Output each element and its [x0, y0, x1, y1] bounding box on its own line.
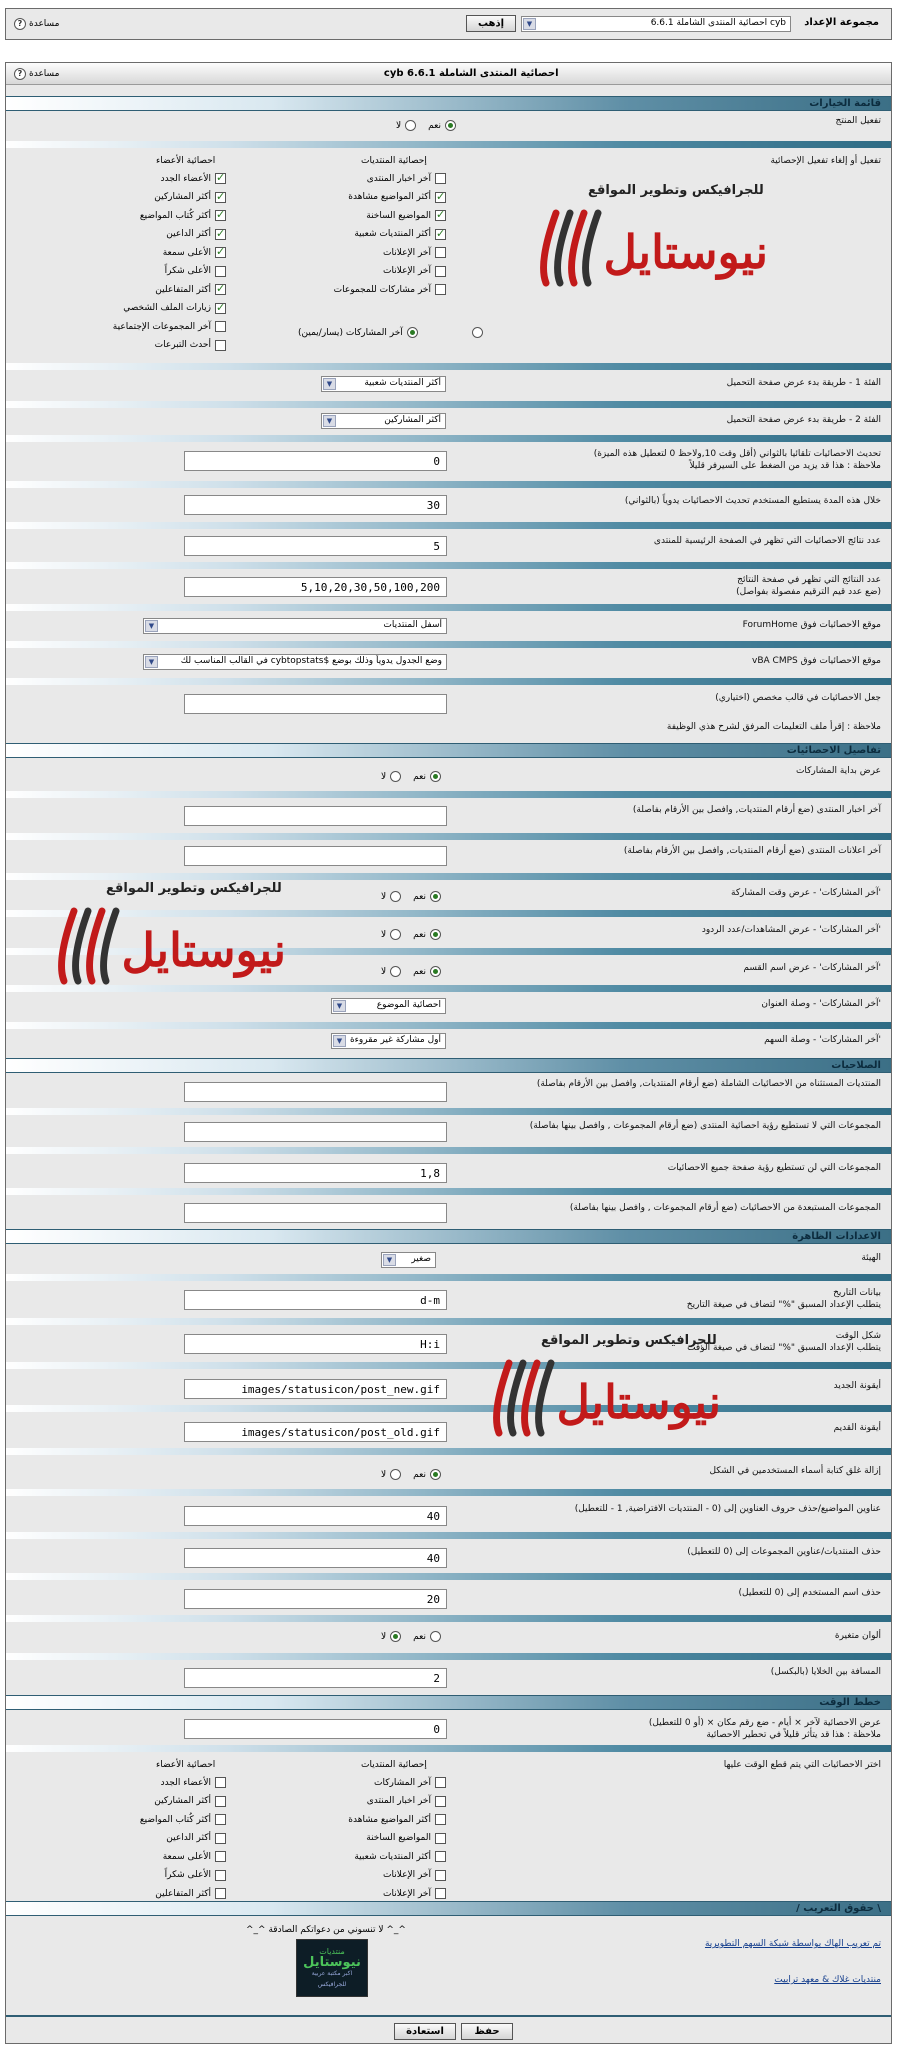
username-len-input[interactable]: 20 — [184, 1589, 447, 1609]
checkbox[interactable] — [215, 1777, 226, 1788]
setting-group-nav — [5, 8, 892, 40]
section-credits: \ حقوق التعريب / — [6, 1901, 891, 1916]
radio-yes-label: نعم — [413, 771, 426, 782]
watermark-brand: نيوستايل — [556, 1375, 721, 1429]
label-forumhome-pos: موقع الاحصائيات فوق ForumHome — [742, 620, 881, 630]
stat-checkbox-item[interactable] — [165, 266, 226, 277]
radio-no-label: لا — [381, 929, 387, 940]
radio-yes-label: نعم — [413, 929, 426, 940]
watermark-tagline: للجرافيكس وتطوير المواقع — [541, 1333, 717, 1348]
stat-checkbox-item[interactable] — [366, 1833, 446, 1844]
label-latest-ads: آخر اعلانات المنتدى (ضع أرقام المنتديات, وافصل بين الأرقام بفاصلة) — [623, 846, 881, 856]
checkbox[interactable] — [215, 1851, 226, 1862]
checkbox[interactable] — [435, 1833, 446, 1844]
refresh-interval-input[interactable]: 30 — [184, 495, 447, 515]
label-time-fmt: شكل الوقت — [835, 1331, 881, 1341]
checkbox[interactable] — [215, 173, 226, 184]
checkbox-label: الأعلى شكراً — [164, 266, 211, 276]
label-new-icon: أيقونة الجديد — [833, 1381, 881, 1391]
separator — [6, 363, 891, 370]
separator — [6, 522, 891, 529]
checkbox-label: المواضيع الساخنة — [366, 1833, 431, 1843]
checkbox-label: آخر الإعلانات — [383, 1888, 431, 1899]
cmps-pos-select[interactable] — [143, 654, 447, 670]
separator — [6, 1362, 891, 1369]
checkbox[interactable] — [215, 1888, 226, 1899]
radio-lp-views-yes[interactable] — [430, 929, 441, 940]
checkbox[interactable] — [215, 1814, 226, 1825]
stat-checkbox-item[interactable] — [367, 173, 446, 184]
radio-lp-time — [381, 891, 441, 902]
checkbox-label: أكثر المنتديات شعبية — [354, 1851, 431, 1862]
label-style: الهيئة — [861, 1253, 881, 1263]
radio-yes-label: نعم — [413, 1469, 426, 1480]
old-icon-input[interactable]: images/statusicon/post_old.gif — [184, 1422, 447, 1442]
checkbox[interactable] — [215, 210, 226, 221]
separator — [6, 1108, 891, 1115]
checkbox[interactable] — [215, 192, 226, 203]
label-results-home: عدد نتائج الاحصائيات التي تظهر في الصفحة الرئيسية للمنتدى — [653, 536, 881, 546]
watermark-brand: نيوستايل — [603, 225, 768, 279]
latest-news-input[interactable] — [184, 806, 447, 826]
results-home-input[interactable]: 5 — [184, 536, 447, 556]
nav-title: مجموعة الإعداد — [804, 17, 879, 28]
checkbox-label: أكثر المواضيع مشاهدة — [348, 1814, 431, 1825]
checkbox-label: أحدث التبرعات — [154, 340, 211, 350]
checkbox-label: أكثر كُتاب المواضيع — [139, 210, 211, 221]
radio-lp-views-no[interactable] — [390, 929, 401, 940]
radio-no-label: لا — [381, 771, 387, 782]
label-time-cut: عرض الاحصائية لآخر × أيام - ضع رقم مكان × (أو 0 للتعطيل) — [648, 1718, 881, 1728]
date-fmt-input[interactable]: d-m — [184, 1290, 447, 1310]
label-results-page-note: (ضع عدد قيم الترقيم مفصولة بفواصل) — [736, 587, 881, 597]
setting-group-value: cyb احصائية المنتدى الشاملة 6.6.1 — [650, 18, 786, 28]
label-enable: تفعيل المنتج — [835, 116, 881, 126]
radio-no-label: لا — [381, 891, 387, 902]
radio-yes-label: نعم — [413, 1631, 426, 1642]
label-time-applied: اختر الاحصائيات التي يتم قطع الوقت عليها — [723, 1760, 881, 1770]
tab1-select[interactable] — [321, 376, 446, 392]
checkbox[interactable] — [215, 340, 226, 351]
checkbox[interactable] — [215, 303, 226, 314]
radio-latest-posts — [298, 327, 483, 338]
checkbox-label: آخر الإعلانات — [383, 1870, 431, 1880]
radio-lp-time-no[interactable] — [390, 891, 401, 902]
stat-checkbox-item[interactable] — [154, 1796, 226, 1807]
checkbox[interactable] — [435, 1796, 446, 1807]
label-custom-tpl-note: ملاحظة : إقرأ ملف التعليمات المرفق لشرح هذي الوظيفة — [666, 722, 881, 732]
section-time: خطط الوقت — [6, 1695, 891, 1710]
credits-by-link[interactable]: تم تعريب الهاك بواسطة شبكة السهم التطويرية — [704, 1939, 881, 1949]
checkbox[interactable] — [215, 321, 226, 332]
stat-checkbox-item[interactable] — [155, 340, 226, 351]
label-refresh: تحديث الاحصائيات تلقائيا بالثواني (أقل وقت 10,ولاحظ 0 لتعطيل هذه الميزة) — [593, 449, 881, 459]
separator — [6, 481, 891, 488]
separator — [6, 1274, 891, 1281]
radio-strip-names-no[interactable] — [390, 1469, 401, 1480]
radio-lp-forum — [381, 966, 441, 977]
checkbox-label: أكثر المتفاعلين — [155, 1888, 211, 1899]
separator — [6, 1573, 891, 1580]
latest-posts-label: آخر المشاركات (يسار/يمين) — [298, 327, 403, 338]
reset-button[interactable]: استعادة — [394, 2023, 456, 2040]
checkbox[interactable] — [435, 210, 446, 221]
radio-yes-label: نعم — [413, 966, 426, 977]
separator — [6, 833, 891, 840]
go-button[interactable]: إذهب — [466, 15, 516, 32]
section-options: قائمة الخيارات — [6, 96, 891, 111]
radio-no-label: لا — [381, 966, 387, 977]
watermark-2 — [36, 881, 306, 1006]
help-label: مساعدة — [29, 68, 60, 79]
setting-group-select[interactable] — [521, 16, 791, 32]
checkbox-label: أكثر المنتديات شعبية — [354, 229, 431, 239]
checkbox[interactable] — [435, 192, 446, 203]
label-custom-tpl: جعل الاحصائيات في قالب مخصص (اختياري) — [715, 693, 881, 703]
checkbox[interactable] — [215, 1870, 226, 1881]
checkbox-label: أكثر المتفاعلين — [155, 284, 211, 295]
lp-arrow-link-select[interactable] — [331, 1033, 446, 1049]
forum-titles-input[interactable]: 40 — [184, 1548, 447, 1568]
label-colors: ألوان متغيرة — [834, 1631, 881, 1641]
label-enable-stats: تفعيل أو إلغاء تفعيل الإحصائية — [770, 156, 881, 166]
checkbox[interactable] — [435, 1851, 446, 1862]
separator — [6, 1147, 891, 1154]
cell-spacing-input[interactable]: 2 — [184, 1668, 447, 1688]
checkbox-label: أكثر كُتاب المواضيع — [139, 1814, 211, 1825]
checkbox[interactable] — [435, 1814, 446, 1825]
checkbox-label: آخر المجموعات الإجتماعية — [112, 321, 211, 332]
section-details: تفاصيل الاحصائيات — [6, 743, 891, 758]
help-link[interactable] — [14, 18, 59, 30]
separator — [6, 1489, 891, 1496]
label-excluded-forums: المنتديات المستثناه من الاحصائيات الشاملة (ضع أرقام المنتديات, وافصل بين الأرقام بفاصلة) — [536, 1079, 881, 1089]
label-time-cut-note: ملاحظة : هذا قد يتأثر قليلاً في تحطير الاحصائية — [706, 1730, 881, 1740]
checkbox-label: آخر الإعلانات — [383, 266, 431, 276]
stat-checkbox-item[interactable] — [374, 1777, 446, 1788]
separator — [6, 791, 891, 798]
refresh-input[interactable]: 0 — [184, 451, 447, 471]
stat-checkbox-item[interactable] — [163, 247, 226, 258]
label-strip-names: إزالة غلق كتابة أسماء المستخدمين في الشكل — [709, 1466, 881, 1476]
separator — [6, 1022, 891, 1029]
new-icon-input[interactable]: images/statusicon/post_new.gif — [184, 1379, 447, 1399]
checkbox-label: أكثر الداعين — [166, 1833, 211, 1843]
chevron-down-icon: ▼ — [323, 415, 336, 427]
checkbox[interactable] — [435, 247, 446, 258]
watermark-3 — [471, 1333, 741, 1458]
separator — [6, 1318, 891, 1325]
stat-checkbox-item[interactable] — [348, 1814, 446, 1825]
label-refresh-interval: خلال هذه المدة يستطيع المستخدم تحديث الاحصائيات يدوياً (بالثواني) — [624, 496, 881, 506]
label-tab1: الفئة 1 - طريقة بدء عرض صفحة التحميل — [726, 378, 881, 388]
label-refresh-note: ملاحظة : هذا قد يزيد من الضغط على السيرفر قليلاً — [689, 461, 881, 471]
checkbox-label: أكثر المشاركين — [154, 192, 211, 202]
stat-checkbox-item[interactable] — [354, 229, 446, 240]
style-value: صغير — [411, 1254, 431, 1264]
radio-latest-posts-a[interactable] — [472, 327, 483, 338]
radio-show-start-yes[interactable] — [430, 771, 441, 782]
tab2-select[interactable] — [321, 413, 446, 429]
footer-divider — [6, 2015, 891, 2017]
radio-no-label: لا — [396, 120, 402, 131]
label-cell-spacing: المسافة بين الخلايا (بالبكسل) — [770, 1667, 881, 1677]
checkbox[interactable] — [435, 1777, 446, 1788]
results-page-input[interactable]: 5,10,20,30,50,100,200 — [184, 577, 447, 597]
checkbox[interactable] — [435, 229, 446, 240]
separator — [6, 1615, 891, 1622]
tab2-value: أكثر المشاركين — [384, 415, 441, 425]
section-permissions: الصلاحيات — [6, 1058, 891, 1073]
style-select[interactable] — [381, 1252, 436, 1268]
radio-latest-posts-b[interactable] — [407, 327, 418, 338]
lp-title-link-select[interactable] — [331, 998, 446, 1014]
separator — [6, 1532, 891, 1539]
label-lp-arrow-link: 'آخر المشاركات' - وصلة السهم — [764, 1035, 881, 1045]
time-members-header: احصائية الأعضاء — [156, 1760, 216, 1770]
separator — [6, 435, 891, 442]
radio-lp-views — [381, 929, 441, 940]
chevron-down-icon: ▼ — [523, 18, 536, 30]
stat-checkbox-item[interactable] — [383, 1888, 446, 1899]
chevron-down-icon: ▼ — [333, 1035, 346, 1047]
excluded-groups-input[interactable] — [184, 1203, 447, 1223]
checkbox-label: آخر المشاركات — [374, 1777, 431, 1788]
forumhome-pos-select[interactable] — [143, 618, 447, 634]
newstyle-logo — [296, 1939, 368, 1997]
stat-checkbox-item[interactable] — [354, 1851, 446, 1862]
checkbox[interactable] — [435, 1888, 446, 1899]
checkbox-label: أكثر المشاركين — [154, 1796, 211, 1806]
lp-arrow-link-value: أول مشاركة غير مقروءة — [349, 1035, 441, 1045]
checkbox[interactable] — [215, 247, 226, 258]
radio-colors-no[interactable] — [390, 1631, 401, 1642]
stat-checkbox-item[interactable] — [334, 284, 446, 295]
stat-checkbox-item[interactable] — [155, 284, 226, 295]
stat-checkbox-item[interactable] — [165, 1870, 226, 1881]
logo-top-text: منتديات — [319, 1947, 345, 1956]
cmps-pos-value: وضع الجدول يدوياً وذلك بوضع $cybtopstats في القالب المناسب لك — [180, 656, 442, 666]
credits-sites-link[interactable]: منتديات غلاك & معهد ترابيت — [774, 1975, 881, 1985]
separator — [6, 641, 891, 648]
label-excluded-groups: المجموعات المستبعدة من الاحصائيات (ضع أرقام المجموعات , وافصل بينها بفاصلة) — [569, 1203, 881, 1213]
no-all-stats-groups-input[interactable]: 1,8 — [184, 1163, 447, 1183]
chevron-down-icon: ▼ — [145, 656, 158, 668]
stat-checkbox-item[interactable] — [161, 1777, 226, 1788]
checkbox-label: المواضيع الساخنة — [366, 210, 431, 221]
label-thread-titles: عناوين المواضيع/حذف حروف العناوين إلى (0 - المنتديات الافتراضية, 1 - للتعطيل) — [574, 1504, 881, 1514]
stat-checkbox-item[interactable] — [166, 1833, 226, 1844]
stat-checkbox-item[interactable] — [140, 210, 226, 221]
lp-title-link-value: احصائية الموضوع — [376, 1000, 441, 1010]
tab1-value: أكثر المنتديات شعبية — [364, 378, 441, 388]
stat-checkbox-item[interactable] — [140, 1814, 226, 1825]
radio-yes-label: نعم — [413, 891, 426, 902]
checkbox-label: الأعضاء الجدد — [160, 173, 211, 184]
stat-checkbox-item[interactable] — [154, 192, 226, 203]
section-display: الاعدادات الظاهرة — [6, 1229, 891, 1244]
label-show-start: عرض بداية المشاركات — [795, 766, 881, 776]
stat-checkbox-item[interactable] — [155, 1888, 226, 1899]
stat-checkbox-item[interactable] — [383, 1870, 446, 1881]
checkbox-label: الأعلى شكراً — [164, 1870, 211, 1880]
separator — [6, 1745, 891, 1752]
radio-show-start — [381, 771, 441, 782]
checkbox[interactable] — [435, 266, 446, 277]
label-old-icon: أيقونة القديم — [833, 1423, 881, 1433]
custom-tpl-input[interactable] — [184, 694, 447, 714]
label-lp-title-link: 'آخر المشاركات' - وصلة العنوان — [761, 999, 881, 1009]
radio-enable-no[interactable] — [405, 120, 416, 131]
separator — [6, 1448, 891, 1455]
checkbox[interactable] — [215, 1796, 226, 1807]
label-forum-titles: حذف المنتديات/عناوين المجموعات إلى (0 للتعطيل) — [687, 1547, 881, 1557]
separator — [6, 873, 891, 880]
forumhome-pos-value: أسفل المنتديات — [383, 620, 442, 630]
checkbox[interactable] — [215, 266, 226, 277]
stat-checkbox-item[interactable] — [163, 1851, 226, 1862]
radio-colors-yes[interactable] — [430, 1631, 441, 1642]
label-lp-views: 'آخر المشاركات' - عرض المشاهدات/عدد الردود — [701, 925, 881, 935]
separator — [6, 678, 891, 685]
time-forums-header: إحصائية المنتديات — [361, 1760, 427, 1770]
radio-no-label: لا — [381, 1469, 387, 1480]
radio-strip-names — [381, 1469, 441, 1480]
checkbox-label: زيارات الملف الشخصي — [123, 303, 211, 313]
checkbox-label: آخر مشاركات للمجموعات — [333, 284, 431, 295]
members-column-header: احصائية الأعضاء — [156, 156, 216, 166]
label-no-all-stats-groups: المجموعات التي لن تستطيع رؤية صفحة جميع الاحصائيات — [667, 1163, 881, 1173]
radio-colors — [381, 1631, 441, 1642]
radio-show-start-no[interactable] — [390, 771, 401, 782]
separator — [6, 401, 891, 408]
checkbox[interactable] — [435, 284, 446, 295]
thread-titles-input[interactable]: 40 — [184, 1506, 447, 1526]
radio-yes-label: نعم — [428, 120, 441, 131]
excluded-forums-input[interactable] — [184, 1082, 447, 1102]
stat-checkbox-item[interactable] — [383, 247, 446, 258]
checkbox-label: أكثر الداعين — [166, 229, 211, 239]
checkbox[interactable] — [215, 229, 226, 240]
save-button[interactable]: حفظ — [461, 2023, 513, 2040]
separator — [6, 562, 891, 569]
radio-lp-time-yes[interactable] — [430, 891, 441, 902]
help-icon: ? — [14, 68, 26, 80]
label-date-note: يتطلب الإعداد المسبق "%" لتضاف في صيغة التاريخ — [686, 1300, 881, 1310]
checkbox-label: الأعلى سمعة — [162, 1851, 211, 1862]
logo-mid-text: نيوستايل — [303, 1955, 361, 1970]
label-date-fmt: بيانات التاريخ — [833, 1288, 881, 1298]
checkbox-label: الأعلى سمعة — [162, 247, 211, 258]
settings-header — [6, 63, 891, 85]
separator — [6, 1188, 891, 1195]
stat-checkbox-item[interactable] — [113, 321, 226, 332]
stat-checkbox-item[interactable] — [383, 266, 446, 277]
stat-checkbox-item[interactable] — [123, 303, 226, 314]
settings-panel — [5, 62, 892, 2044]
separator — [6, 1405, 891, 1412]
label-no-view-groups: المجموعات التي لا تستطيع رؤية احصائية المنتدى (ضع أرقام المجموعات , وافصل بينها بفاصلة) — [529, 1121, 881, 1131]
checkbox[interactable] — [215, 1833, 226, 1844]
checkbox-label: أكثر المواضيع مشاهدة — [348, 192, 431, 202]
checkbox[interactable] — [435, 173, 446, 184]
separator — [6, 141, 891, 148]
time-fmt-input[interactable]: H:i — [184, 1334, 447, 1354]
watermark-tagline: للجرافيكس وتطوير المواقع — [588, 183, 764, 198]
logo-sub-text: اكبر مكتبة عربية للجرافيكس — [311, 1970, 353, 1988]
label-username-len: حذف اسم المستخدم إلى (0 للتعطيل) — [738, 1588, 881, 1598]
checkbox-label: آخر اخبار المنتدى — [366, 1796, 431, 1806]
label-tab2: الفئة 2 - طريقة بدء عرض صفحة التحميل — [726, 415, 881, 425]
label-latest-news: آخر اخبار المنتدى (ضع أرقام المنتديات, وافصل بين الأرقام بفاصلة) — [632, 805, 881, 815]
checkbox[interactable] — [215, 284, 226, 295]
radio-no-label: لا — [381, 1631, 387, 1642]
chevron-down-icon: ▼ — [145, 620, 158, 632]
help-label: مساعدة — [29, 19, 60, 29]
chevron-down-icon: ▼ — [383, 1254, 396, 1266]
help-icon: ? — [14, 18, 26, 30]
watermark-tagline: للجرافيكس وتطوير المواقع — [106, 881, 282, 896]
latest-ads-input[interactable] — [184, 846, 447, 866]
stat-checkbox-item[interactable] — [161, 173, 226, 184]
radio-enable-yes[interactable] — [445, 120, 456, 131]
radio-lp-forum-yes[interactable] — [430, 966, 441, 977]
chevron-down-icon: ▼ — [333, 1000, 346, 1012]
radio-strip-names-yes[interactable] — [430, 1469, 441, 1480]
label-lp-time: 'آخر المشاركات' - عرض وقت المشاركة — [731, 888, 881, 898]
time-cut-input[interactable]: 0 — [184, 1719, 447, 1739]
stat-checkbox-item[interactable] — [348, 192, 446, 203]
checkbox-label: الأعضاء الجدد — [160, 1777, 211, 1788]
credits-note: ^_^ لا تنسوني من دعواتكم الصادقة ^_^ — [246, 1925, 406, 1935]
label-results-page: عدد النتائج التي تظهر في صفحة النتائج — [737, 575, 881, 585]
watermark-1 — [518, 183, 788, 308]
radio-enable — [396, 120, 456, 131]
stat-checkbox-item[interactable] — [367, 1796, 446, 1807]
chevron-down-icon: ▼ — [323, 378, 336, 390]
forums-column-header: إحصائية المنتديات — [361, 156, 427, 166]
settings-title: cyb احصائية المنتدى الشاملة 6.6.1 — [383, 68, 559, 79]
checkbox-label: آخر اخبار المنتدى — [366, 173, 431, 184]
separator — [6, 1653, 891, 1660]
separator — [6, 604, 891, 611]
stat-checkbox-item[interactable] — [366, 210, 446, 221]
label-time-note: يتطلب الإعداد المسبق "%" لتضاف في صيغة الوقت — [687, 1343, 881, 1353]
radio-lp-forum-no[interactable] — [390, 966, 401, 977]
no-view-groups-input[interactable] — [184, 1122, 447, 1142]
checkbox[interactable] — [435, 1870, 446, 1881]
checkbox-label: آخر الإعلانات — [383, 247, 431, 258]
watermark-brand: نيوستايل — [121, 923, 286, 977]
help-link-main[interactable] — [14, 68, 59, 80]
label-cmps-pos: موقع الاحصائيات فوق vBA CMPS — [752, 656, 881, 666]
stat-checkbox-item[interactable] — [166, 229, 226, 240]
label-lp-forum: 'آخر المشاركات' - عرض اسم القسم — [743, 963, 881, 973]
